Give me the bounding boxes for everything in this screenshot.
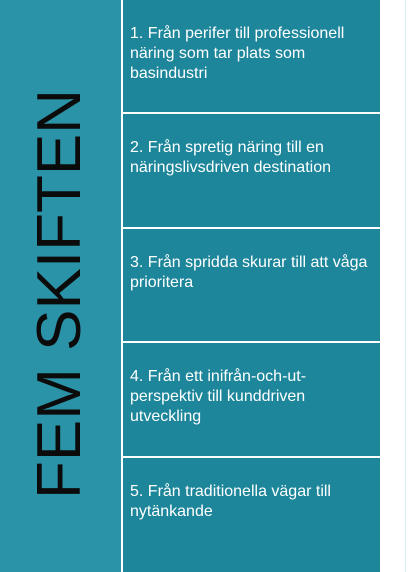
vertical-title: FEM SKIFTEN	[25, 89, 94, 499]
shift-item-2: 2. Från spretig näring till en näringslivsdriven destination	[123, 114, 380, 228]
right-divider-line	[405, 0, 406, 572]
shift-item-1: 1. Från perifer till professionell näring som tar plats som basindustri	[123, 0, 380, 114]
shift-item-5: 5. Från traditionella vägar till nytänkande	[123, 458, 380, 572]
title-panel	[0, 0, 121, 572]
shift-item-3: 3. Från spridda skurar till att våga prioritera	[123, 229, 380, 343]
shift-item-4: 4. Från ett inifrån-och-ut-perspektiv till kunddriven utveckling	[123, 343, 380, 457]
shift-list	[123, 0, 380, 572]
